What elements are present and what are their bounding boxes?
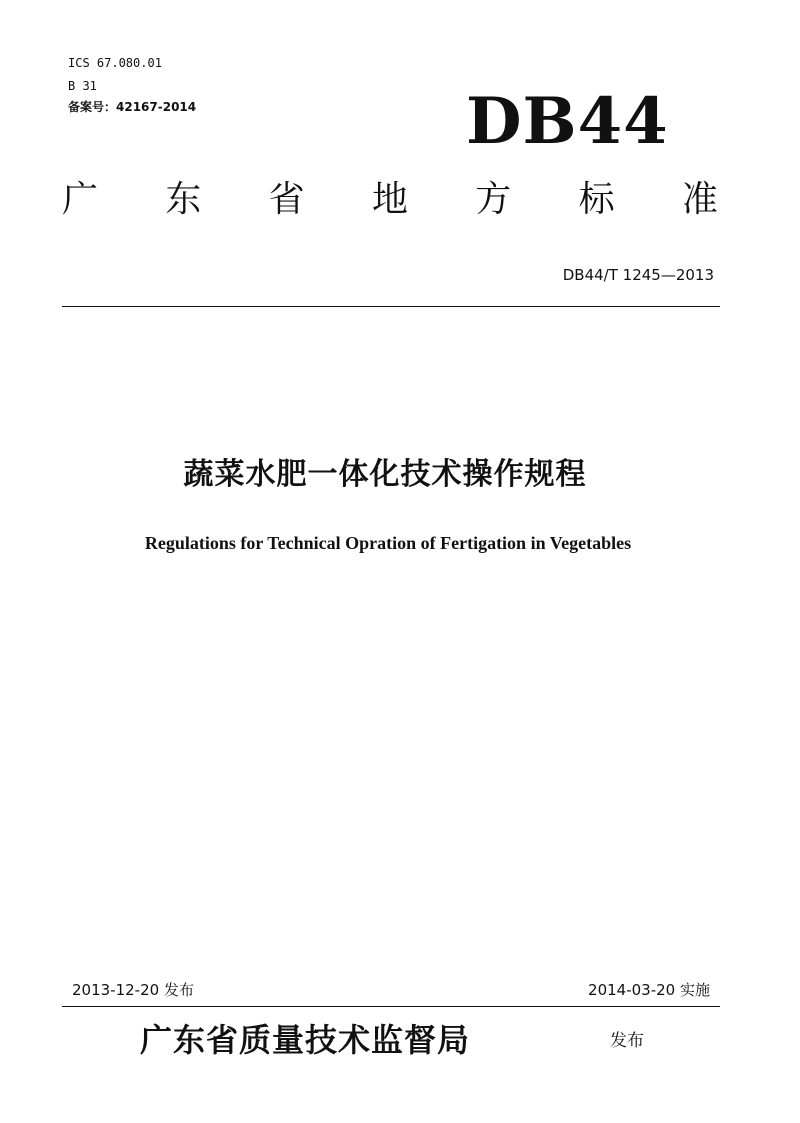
standard-brand-mark: DB44 bbox=[466, 84, 669, 159]
standard-type-char: 地 bbox=[371, 179, 408, 220]
standard-type-char: 省 bbox=[268, 179, 305, 220]
standard-type-heading bbox=[60, 178, 720, 222]
title-chinese: 蔬菜水肥一体化技术操作规程 bbox=[183, 457, 587, 492]
publisher-name: 广东省质量技术监督局 bbox=[140, 1021, 471, 1059]
classification-code: B 31 bbox=[68, 79, 97, 93]
ics-code: ICS 67.080.01 bbox=[68, 56, 162, 70]
standard-type-char: 东 bbox=[165, 179, 202, 220]
bottom-divider bbox=[62, 1006, 720, 1007]
standard-type-char: 方 bbox=[475, 179, 512, 220]
standard-type-char: 准 bbox=[681, 179, 718, 220]
standard-number: DB44/T 1245—2013 bbox=[562, 266, 714, 284]
top-divider bbox=[62, 306, 720, 307]
standard-type-char: 标 bbox=[578, 179, 615, 220]
title-english: Regulations for Technical Opration of Fertigation in Vegetables bbox=[144, 533, 632, 553]
record-number: 备案号：42167-2014 bbox=[68, 100, 197, 114]
issue-date: 2013-12-20 发布 bbox=[72, 981, 194, 999]
implementation-date: 2014-03-20 实施 bbox=[588, 981, 710, 999]
publisher-suffix: 发布 bbox=[610, 1031, 644, 1051]
standard-type-char: 广 bbox=[61, 179, 98, 220]
